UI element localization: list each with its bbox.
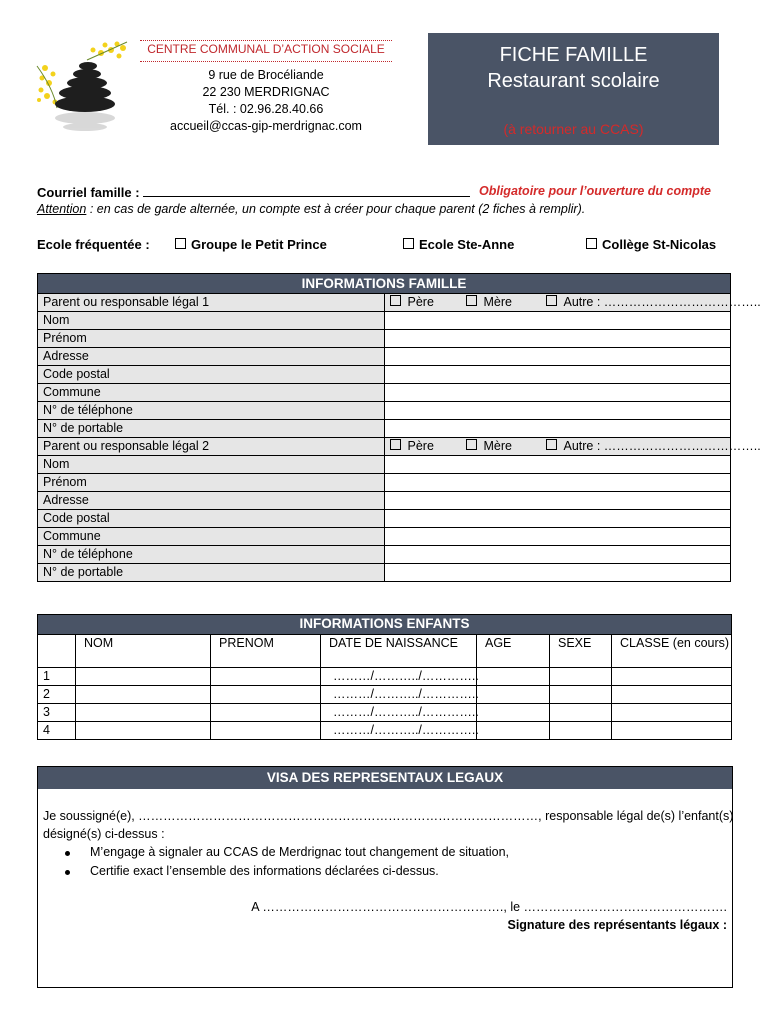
parent-label: Parent ou responsable légal 1 [38, 294, 385, 312]
child-field-input[interactable] [612, 704, 732, 722]
school-option-st-nicolas[interactable]: Collège St-Nicolas [586, 237, 716, 252]
relation-autre[interactable]: Autre : ……………………………….. [546, 438, 761, 455]
child-row [38, 686, 732, 704]
relation-options [384, 438, 761, 456]
form-row [38, 366, 731, 384]
child-field-input[interactable] [477, 668, 550, 686]
birth-date-field[interactable]: ………/………../………….. [321, 686, 477, 704]
attention-text: : en cas de garde alternée, un compte est à créer pour chaque parent (2 fiches à remplir). [86, 202, 586, 216]
address-line-2: 22 230 MERDRIGNAC [202, 85, 330, 99]
row-number-header [38, 635, 76, 668]
checkbox[interactable] [546, 439, 557, 450]
column-header: AGE [477, 635, 550, 668]
child-field-input[interactable] [612, 722, 732, 740]
field-label: Prénom [38, 330, 385, 348]
family-info-header: INFORMATIONS FAMILLE [38, 274, 731, 294]
form-row [38, 402, 731, 420]
place-date-field[interactable]: A …………………………………………………., le …………………………………………. [251, 900, 727, 914]
child-field-input[interactable] [211, 686, 321, 704]
form-row [38, 510, 731, 528]
form-subtitle: Restaurant scolaire [487, 70, 660, 92]
child-field-input[interactable] [211, 722, 321, 740]
parent-header-row [38, 438, 731, 456]
child-field-input[interactable] [76, 704, 211, 722]
checkbox[interactable] [546, 295, 557, 306]
bullet-icon [65, 870, 70, 875]
email-field-row [37, 184, 470, 200]
field-input[interactable] [384, 366, 731, 384]
children-info-table [37, 614, 732, 740]
child-field-input[interactable] [477, 704, 550, 722]
column-header: NOM [76, 635, 211, 668]
column-header: PRENOM [211, 635, 321, 668]
form-row [38, 546, 731, 564]
field-input[interactable] [384, 474, 731, 492]
parent-header-row [38, 294, 731, 312]
field-input[interactable] [384, 330, 731, 348]
ccas-logo [35, 38, 130, 133]
checkbox[interactable] [390, 439, 401, 450]
form-title: FICHE FAMILLE [499, 44, 648, 66]
school-option-ste-anne[interactable]: Ecole Ste-Anne [403, 237, 514, 252]
field-input[interactable] [384, 492, 731, 510]
checkbox[interactable] [390, 295, 401, 306]
birth-date-field[interactable]: ………/………../………….. [321, 722, 477, 740]
visa-header: VISA DES REPRESENTAUX LEGAUX [38, 767, 732, 789]
form-row [38, 330, 731, 348]
field-input[interactable] [384, 564, 731, 582]
row-number: 4 [38, 722, 76, 740]
return-note: (à retourner au CCAS) [503, 121, 644, 137]
field-input[interactable] [384, 510, 731, 528]
birth-date-field[interactable]: ………/………../………….. [321, 668, 477, 686]
bullet-icon [65, 851, 70, 856]
checkbox[interactable] [466, 295, 477, 306]
checkbox[interactable] [175, 238, 186, 249]
phone-number: Tél. : 02.96.28.40.66 [208, 102, 324, 116]
birth-date-field[interactable]: ………/………../………….. [321, 704, 477, 722]
child-field-input[interactable] [550, 722, 612, 740]
child-field-input[interactable] [211, 668, 321, 686]
field-label: Nom [38, 312, 385, 330]
form-row [38, 420, 731, 438]
field-input[interactable] [384, 312, 731, 330]
form-row [38, 348, 731, 366]
relation-pere[interactable]: Père [390, 294, 434, 311]
child-field-input[interactable] [76, 668, 211, 686]
form-row [38, 528, 731, 546]
form-row [38, 492, 731, 510]
form-row [38, 384, 731, 402]
visa-declaration-line1: Je soussigné(e), ……………………………………………………………………………………, responsable légal de(s) l’enfant(s) [43, 809, 734, 823]
email-field-label: Courriel famille : [37, 185, 140, 200]
relation-pere[interactable]: Père [390, 438, 434, 455]
relation-autre[interactable]: Autre : ……………………………….. [546, 294, 761, 311]
field-input[interactable] [384, 528, 731, 546]
field-input[interactable] [384, 384, 731, 402]
attention-note [37, 202, 585, 216]
form-row [38, 564, 731, 582]
child-field-input[interactable] [477, 686, 550, 704]
row-number: 3 [38, 704, 76, 722]
checkbox[interactable] [466, 439, 477, 450]
attention-word: Attention [37, 202, 87, 216]
field-label: N° de téléphone [38, 546, 385, 564]
child-field-input[interactable] [612, 668, 732, 686]
child-row [38, 704, 732, 722]
visa-bullet-2: Certifie exact l’ensemble des informations déclarées ci-dessus. [90, 864, 439, 878]
required-note: Obligatoire pour l’ouverture du compte [479, 184, 711, 198]
child-row [38, 668, 732, 686]
visa-section [37, 766, 733, 988]
relation-options [384, 294, 761, 312]
relation-mere[interactable]: Mère [466, 294, 512, 311]
school-option-petit-prince[interactable]: Groupe le Petit Prince [175, 237, 327, 252]
field-label: Commune [38, 528, 385, 546]
field-label: Adresse [38, 348, 385, 366]
signature-label: Signature des représentants légaux : [507, 918, 727, 932]
org-name: CENTRE COMMUNAL D’ACTION SOCIALE [140, 40, 392, 62]
field-label: Adresse [38, 492, 385, 510]
parent-label: Parent ou responsable légal 2 [38, 438, 385, 456]
child-field-input[interactable] [477, 722, 550, 740]
column-header: CLASSE (en cours) [612, 635, 732, 668]
child-field-input[interactable] [76, 686, 211, 704]
checkbox[interactable] [403, 238, 414, 249]
row-number: 2 [38, 686, 76, 704]
child-row [38, 722, 732, 740]
field-label: Code postal [38, 366, 385, 384]
field-label: Nom [38, 456, 385, 474]
child-field-input[interactable] [211, 704, 321, 722]
column-header: SEXE [550, 635, 612, 668]
family-info-table [37, 273, 761, 582]
field-label: N° de téléphone [38, 402, 385, 420]
school-label: Ecole fréquentée : [37, 237, 150, 252]
checkbox[interactable] [586, 238, 597, 249]
form-row [38, 456, 731, 474]
child-field-input[interactable] [612, 686, 732, 704]
field-label: Code postal [38, 510, 385, 528]
form-row [38, 312, 731, 330]
visa-declaration-line2: désigné(s) ci-dessus : [43, 827, 165, 841]
field-label: N° de portable [38, 420, 385, 438]
column-header: DATE DE NAISSANCE [321, 635, 477, 668]
field-label: Commune [38, 384, 385, 402]
address-line-1: 9 rue de Brocéliande [208, 68, 324, 82]
field-input[interactable] [384, 402, 731, 420]
relation-mere[interactable]: Mère [466, 438, 512, 455]
field-input[interactable] [384, 420, 731, 438]
child-field-input[interactable] [76, 722, 211, 740]
field-label: Prénom [38, 474, 385, 492]
children-columns-row [38, 635, 732, 668]
field-label: N° de portable [38, 564, 385, 582]
field-input[interactable] [384, 348, 731, 366]
row-number: 1 [38, 668, 76, 686]
child-field-input[interactable] [550, 686, 612, 704]
visa-bullet-1: M’engage à signaler au CCAS de Merdrignac tout changement de situation, [90, 845, 510, 859]
child-field-input[interactable] [550, 668, 612, 686]
field-input[interactable] [384, 546, 731, 564]
email-address: accueil@ccas-gip-merdrignac.com [170, 119, 362, 133]
email-field[interactable] [143, 184, 470, 197]
field-input[interactable] [384, 456, 731, 474]
form-row [38, 474, 731, 492]
form-title-box [428, 33, 719, 145]
children-info-header: INFORMATIONS ENFANTS [38, 615, 732, 635]
child-field-input[interactable] [550, 704, 612, 722]
